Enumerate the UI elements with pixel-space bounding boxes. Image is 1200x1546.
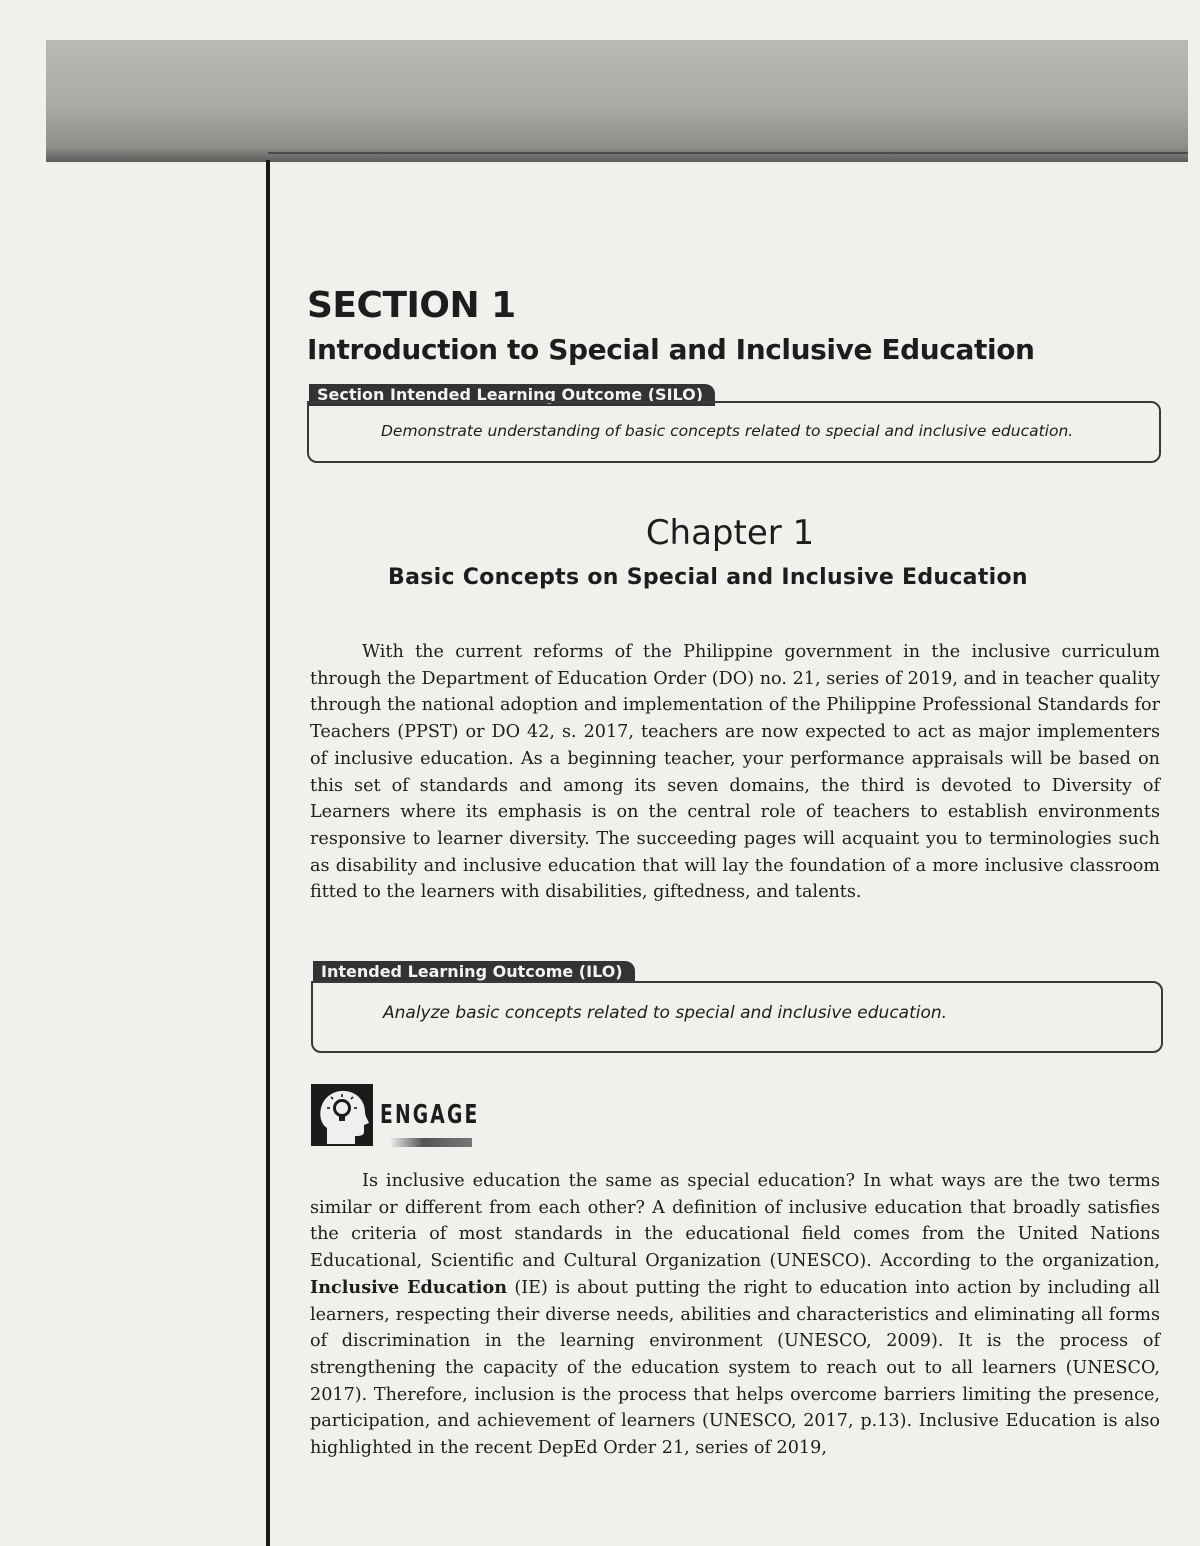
ilo-text: Analyze basic concepts related to special and inclusive education. — [383, 1003, 948, 1023]
chapter-intro: With the current reforms of the Philippine government in the inclusive curriculum through the Department of Education Order (DO) no. 21, series of 2019, and in teacher quality through the national adoption and implementation of the Philippine Professional Standards for Teachers (PPST) or DO 42, s. 2017, teachers are now expected to act as major implementers of inclusive education. As a beginning teacher, your performance appraisals will be based on this set of standards and among its seven domains, the third is devoted to Diversity of Learners where its emphasis is on the central role of teachers to establish environments responsive to learner diversity. The succeeding pages will acquaint you to terminologies such as disability and inclusive education that will lay the foundation of a more inclusive classroom fitted to the learners with disabilities, giftedness, and talents. — [310, 642, 1160, 903]
silo-label: Section Intended Learning Outcome (SILO) — [309, 384, 715, 406]
ilo-box — [311, 981, 1163, 1053]
chapter-title: Basic Concepts on Special and Inclusive Education — [388, 565, 1028, 590]
engage-text-rest: (IE) is about putting the right to education into action by including all learners, respecting their diverse needs, abilities and characteristics and eliminating all forms of discrimination in the learning environment (UNESCO, 2009). It is the process of strengthening the capacity of the education system to reach out to all learners (UNESCO, 2017). Therefore, inclusion is the process that helps overcome barriers limiting the presence, participation, and achievement of learners (UNESCO, 2017, p.13). Inclusive Education is also highlighted in the recent DepEd Order 21, series of 2019, — [310, 1277, 1160, 1459]
engage-text-start: Is inclusive education the same as special education? In what ways are the two terms similar or different from each other? A definition of inclusive education that broadly satisfies the criteria of most standards in the educational field comes from the United Nations Educational, Scientific and Cultural Organization (UNESCO). According to the organization, — [310, 1171, 1160, 1272]
engage-label: ENGAGE — [380, 1100, 480, 1130]
engage-paragraph — [310, 1168, 1160, 1462]
section-title: Introduction to Special and Inclusive Education — [307, 333, 1035, 366]
lightbulb-head-icon — [311, 1084, 373, 1146]
margin-rule — [266, 160, 270, 1546]
chapter-label: Chapter 1 — [645, 513, 815, 553]
header-rule — [268, 152, 1188, 154]
silo-box — [307, 401, 1161, 463]
inclusive-education-term: Inclusive Education — [310, 1276, 508, 1298]
section-label: SECTION 1 — [307, 285, 516, 326]
silo-text: Demonstrate understanding of basic concepts related to special and inclusive education. — [381, 422, 1074, 440]
engage-underline — [390, 1138, 472, 1147]
ilo-label: Intended Learning Outcome (ILO) — [313, 961, 635, 983]
header-band — [46, 40, 1188, 162]
